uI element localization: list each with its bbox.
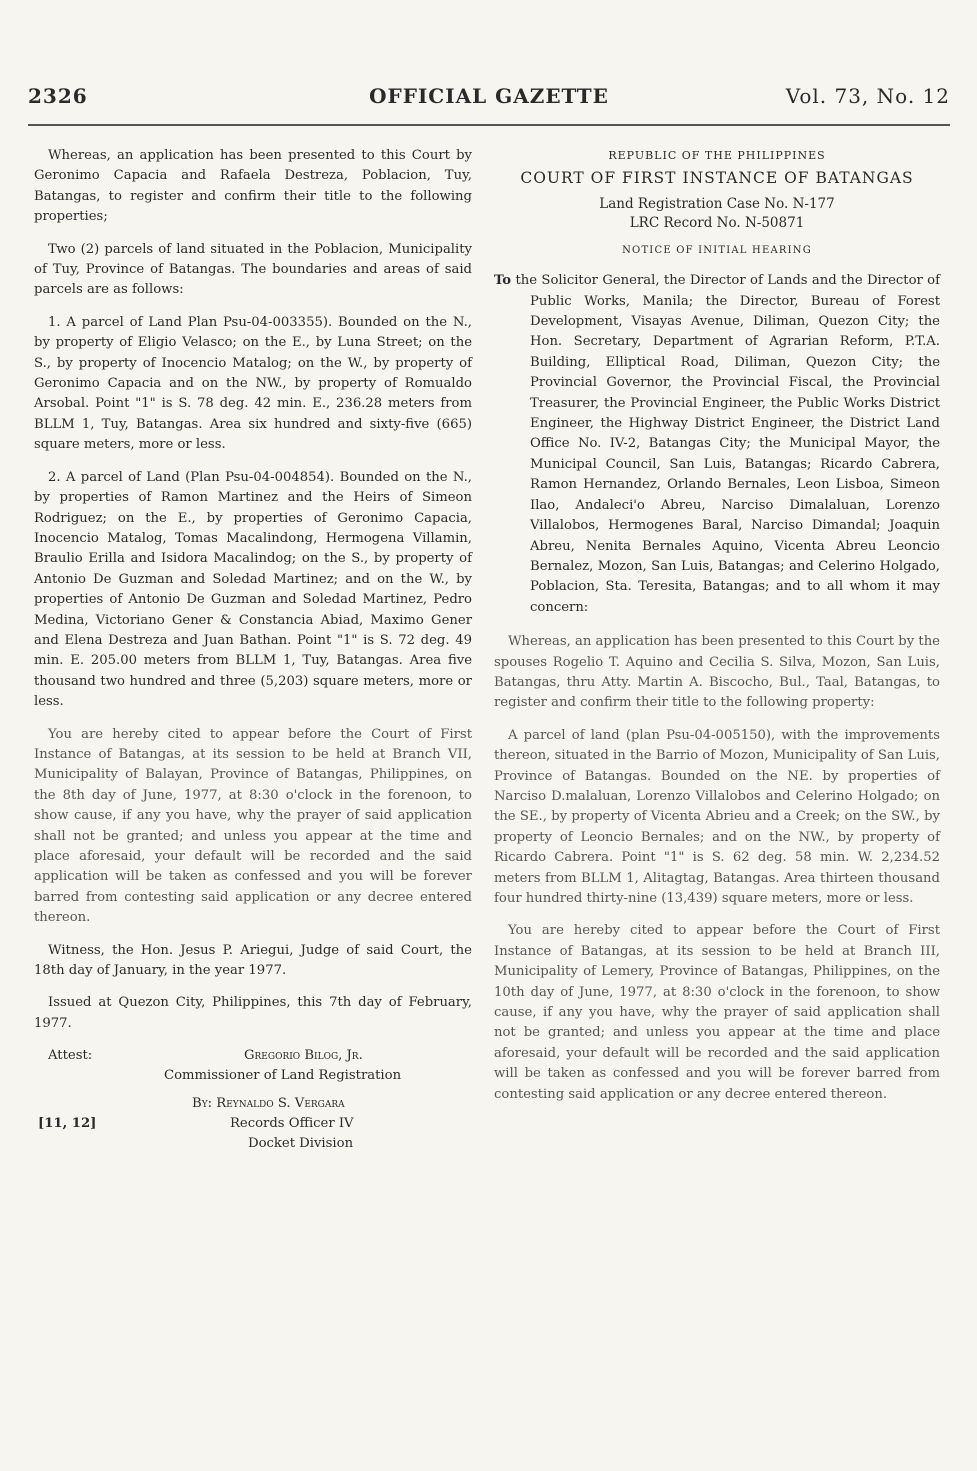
page-number: 2326 <box>28 84 88 108</box>
issue-reference: [11, 12] <box>38 1116 97 1132</box>
left-column <box>34 146 472 1166</box>
right-whereas-paragraph: Whereas, an application has been presented to this Court by the spouses Rogelio T. Aquino and Cecilia S. Silva, Mozon, San Luis, Batangas, thru Atty. Martin A. Biscocho, Bul., Taal, Batangas, to register and confirm their title to the following property: <box>494 634 940 711</box>
page-header <box>28 84 950 114</box>
to-label: To <box>494 273 512 289</box>
left-witness-paragraph: Witness, the Hon. Jesus P. Ariegui, Judge of said Court, the 18th day of January, in the year 1977. <box>34 942 472 979</box>
division-name: Docket Division <box>248 1136 354 1152</box>
right-parcel-description: A parcel of land (plan Psu-04-005150), with the improvements thereon, situated in the Barrio of Mozon, Municipality of San Luis, Province of Batangas. Bounded on the NE. by properties of Narciso D.malaluan, Lorenzo Villalobos and Celerino Holgado; on the SE., by property of Vicenta Abrieu and a Creek; on the SW., by property of Leoncio Bernales; and on the NW., by property of Ricardo Cabrera. Point "1" is S. 62 deg. 58 min. W. 2,234.52 meters from BLLM 1, Alitagtag, Batangas. Area thirteen thousand four hundred thirty-nine (13,439) square meters, more or less. <box>494 727 940 906</box>
officer-title: Records Officer IV <box>230 1116 354 1132</box>
right-citation-paragraph: You are hereby cited to appear before the Court of First Instance of Batangas, at its session to be held at Branch III, Municipality of Lemery, Province of Batangas, Philippines, on the 10th day of June, 1977, at 8:30 o'clock in the forenoon, to show cause, if any you have, why the prayer of said application shall not be granted; and unless you appear at the time and place aforesaid, your default will be recorded and the said application will be taken as confessed and you will be forever barred from contesting said application or any decree entered thereon. <box>494 923 940 1102</box>
attest-name: Gregorio Bilog, Jr. <box>244 1048 363 1064</box>
notice-heading: NOTICE OF INITIAL HEARING <box>622 244 812 256</box>
volume-number: Vol. 73, No. 12 <box>785 84 950 108</box>
addressees-text: the Solicitor General, the Director of Lands and the Director of Public Works, Manila; the Director, Bureau of Forest Development, Visayas Avenue, Diliman, Quezon City; the Hon. Secretary, Department of Agrarian Reform, P.T.A. Building, Elliptical Road, Diliman, Quezon City; the Provincial Governor, the Provincial Fiscal, the Provincial Treasurer, the Provincial Engineer, the Public Works District Engineer, the Highway District Engineer, the District Land Office No. IV-2, Batangas City; the Municipal Mayor, the Municipal Council, San Luis, Batangas; Ricardo Cabrera, Ramon Hernandez, Orlando Bernales, Leon Lisboa, Simeon Ilao, Andaleci'o Abreu, Narciso Dimalaluan, Lorenzo Villalobos, Hermogenes Baral, Narciso Dimandal; Joaquin Abreu, Nenita Bernales Aquino, Vicenta Abreu Leoncio Bernalez, Mozon, San Luis, Batangas; and Celerino Holgado, Poblacion, Sta. Teresita, Batangas; and to all whom it may concern: <box>515 273 940 615</box>
parcel-1-description: 1. A parcel of Land Plan Psu-04-003355). Bounded on the N., by property of Eligio Velasco; on the E., by Luna Street; on the S., by property of Inocencio Matalog; on the W., by property of Geronimo Capacia and on the NW., by property of Romualdo Arsobal. Point "1" is S. 78 deg. 42 min. E., 236.28 meters from BLLM 1, Tuy, Batangas. Area six hundred and sixty-five (665) square meters, more or less. <box>34 314 472 453</box>
attest-label: Attest: <box>48 1048 93 1064</box>
case-number: Land Registration Case No. N-177 <box>599 195 835 212</box>
lrc-record-number: LRC Record No. N-50871 <box>629 214 805 231</box>
by-line: By: Reynaldo S. Vergara <box>192 1096 345 1112</box>
left-citation-paragraph: You are hereby cited to appear before the Court of First Instance of Batangas, at its session to be held at Branch VII, Municipality of Balayan, Province of Batangas, Philippines, on the 8th day of June, 1977, at 8:30 o'clock in the forenoon, to show cause, if any you have, why the prayer of said application shall not be granted; and unless you appear at the time and place aforesaid, your default will be recorded and the said application will be taken as confessed and you will be forever barred from contesting said application or any decree entered thereon. <box>34 726 472 926</box>
right-column <box>494 146 940 1117</box>
attest-title: Commissioner of Land Registration <box>164 1068 402 1084</box>
parcel-2-description: 2. A parcel of Land (Plan Psu-04-004854). Bounded on the N., by properties of Ramon Martinez and the Heirs of Simeon Rodriguez; on the E., by properties of Geronimo Capacia, Inocencio Matalog, Tomas Macalindong, Hermogena Villamin, Braulio Erilla and Isidora Macalindog; on the S., by property of Antonio De Guzman and Soledad Martinez; and on the W., by properties of Antonio De Guzman and Soledad Martinez, Pedro Medina, Victoriano Gener & Constancia Abiad, Maximo Gener and Elena Destreza and Juan Bathan. Point "1" is S. 72 deg. 49 min. E. 205.00 meters from BLLM 1, Tuy, Batangas. Area five thousand two hundred and three (5,203) square meters, more or less. <box>34 469 472 710</box>
republic-heading: REPUBLIC OF THE PHILIPPINES <box>608 149 826 162</box>
left-parcels-intro: Two (2) parcels of land situated in the Poblacion, Municipality of Tuy, Province of Batangas. The boundaries and areas of said parcels are as follows: <box>34 241 472 298</box>
signature-block <box>34 1046 472 1166</box>
addressees-block <box>494 271 940 618</box>
left-whereas-paragraph: Whereas, an application has been presented to this Court by Geronimo Capacia and Rafaela Destreza, Poblacion, Tuy, Batangas, to register and confirm their title to the following properties; <box>34 148 472 225</box>
header-rule <box>28 124 950 126</box>
left-issued-paragraph: Issued at Quezon City, Philippines, this 7th day of February, 1977. <box>34 995 472 1031</box>
court-heading: COURT OF FIRST INSTANCE OF BATANGAS <box>520 169 914 188</box>
publication-title: OFFICIAL GAZETTE <box>369 84 609 108</box>
